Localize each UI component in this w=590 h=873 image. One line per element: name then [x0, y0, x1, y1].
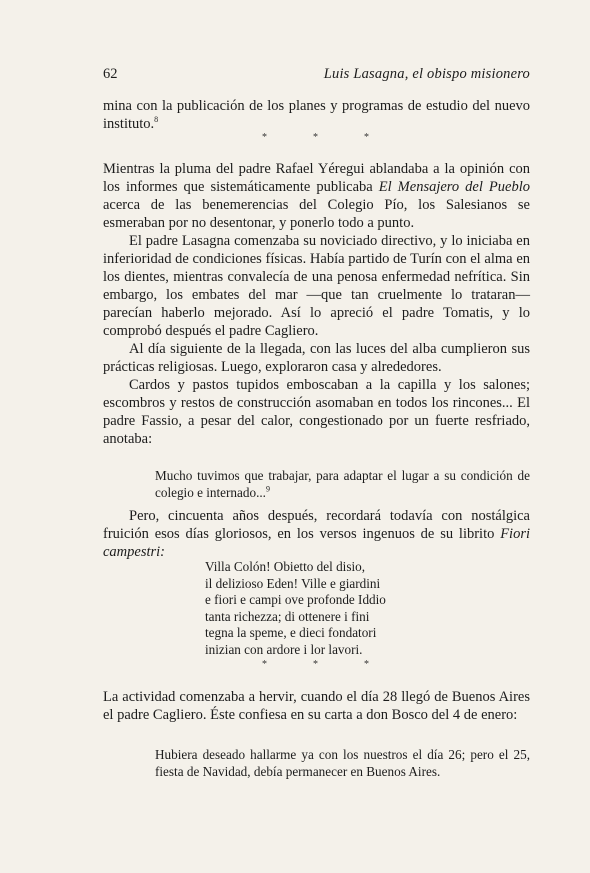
footnote-ref: 9: [265, 484, 270, 494]
separator-star: *: [364, 659, 369, 670]
periodical-title: El Mensajero del Pueblo: [378, 179, 530, 195]
running-title: Luis Lasagna, el obispo misionero: [323, 66, 530, 82]
paragraph: La actividad comenzaba a hervir, cuando el día 28 llegó de Buenos Aires el padre Cagliero. Éste confiesa en su carta a don Bosco del 4 de enero:: [103, 689, 530, 723]
verse-line: il delizioso Eden! Ville e giardini: [205, 575, 381, 591]
intro-paragraph: [103, 97, 530, 133]
paragraph: Mientras la pluma del padre Rafael Yéregui ablandaba a la opinión con los informes que sistemáticamente publicaba El Mensajero del Pueblo acerca de las benemerencias del Colegio Pío, los Salesianos se esmeraban por no desentonar, y ponerlo todo a punto.: [103, 161, 530, 231]
page-number: 62: [103, 66, 118, 82]
separator-star: *: [313, 659, 318, 670]
separator-star: *: [313, 132, 318, 143]
verse-line: inizian con ardore i lor lavori.: [205, 641, 363, 657]
paragraph: El padre Lasagna comenzaba su noviciado directivo, y lo iniciaba en inferioridad de condiciones físicas. Había partido de Turín con el alma en los dientes, mientras convalecía de una penosa enfermedad nefrítica. Sin embargo, los embates del mar —que tan cruelmente lo trataran— parecían haberlo mejorado. Así lo apreció el padre Tomatis, y lo comprobó después el padre Cagliero.: [103, 233, 530, 339]
running-header: [103, 66, 530, 86]
poem-verses: [205, 559, 445, 658]
verse-line: Villa Colón! Obietto del disio,: [205, 559, 366, 574]
separator-star: *: [262, 132, 267, 143]
paragraph: Al día siguiente de la llegada, con las luces del alba cumplieron sus prácticas religiosas. Luego, exploraron casa y alrededores.: [103, 341, 530, 375]
block-quote: Mucho tuvimos que trabajar, para adaptar el lugar a su condición de colegio e internado...$^9$: [155, 468, 530, 500]
block-quote: Hubiera deseado hallarme ya con los nuestros el día 26; pero el 25, fiesta de Navidad, debía permanecer en Buenos Aires.: [155, 747, 530, 779]
verse-line: tegna la speme, e dieci fondatori: [205, 625, 377, 640]
section-1-continued: [103, 507, 530, 561]
section-1-text: [103, 160, 530, 448]
paragraph: Cardos y pastos tupidos emboscaban a la capilla y los salones; escombros y restos de construcción asomaban en todos los rincones... El padre Fassio, a pesar del calor, congestionado por un fuerte resfriado, anotaba:: [103, 377, 530, 447]
footnote-ref: 8: [154, 115, 159, 125]
separator-star: *: [364, 132, 369, 143]
paragraph: Pero, cincuenta años después, recordará todavía con nostálgica fruición esos días gloriosos, en los versos ingenuos de su librito Fiori campestri:: [103, 508, 530, 560]
verse-line: tanta richezza; di ottenere i fini: [205, 608, 370, 624]
verse-line: e fiori e campi ove profonde Iddio: [205, 592, 386, 607]
separator-star: *: [262, 659, 267, 670]
section-2-text: [103, 688, 530, 724]
intro-text: mina con la publicación de los planes y programas de estudio del nuevo instituto.: [103, 98, 530, 132]
book-title: Fiori campestri:: [103, 526, 530, 560]
